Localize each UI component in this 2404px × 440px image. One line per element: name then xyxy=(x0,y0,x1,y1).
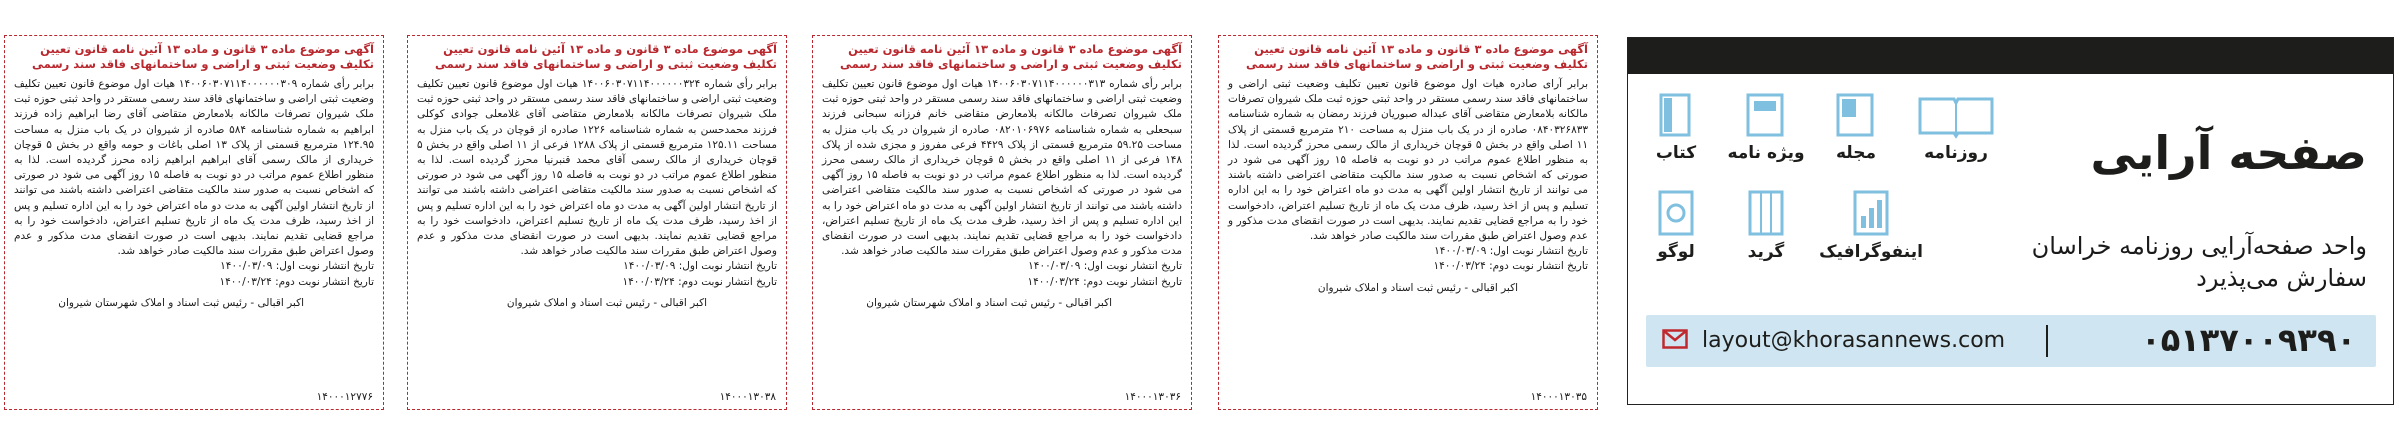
notice-code: ۱۴۰۰۰۱۳۰۳۵ xyxy=(1530,391,1587,403)
notice-signature: اکبر اقبالی - رئیس ثبت اسناد و املاک شهرستان شیروان xyxy=(14,296,374,311)
notice-date-second: تاریخ انتشار نوبت دوم: ۱۴۰۰/۰۳/۲۴ xyxy=(1433,260,1588,273)
contact-phone[interactable]: ۰۵۱۳۷۰۰۹۳۹۰ xyxy=(2141,321,2356,359)
infographic-icon xyxy=(1849,188,1893,238)
notice-date-first: تاریخ انتشار نوبت اول: ۱۴۰۰/۰۳/۰۹ xyxy=(220,260,374,273)
legal-notice-1 xyxy=(1218,35,1598,410)
notice-office: رئیس ثبت اسناد و املاک شهرستان شیروان xyxy=(58,296,248,309)
notice-body: برابر رأی شماره ۱۴۰۰۶۰۳۰۷۱۱۴۰۰۰۰۰۰۳۱۳ هیات اول موضوع قانون تعیین تکلیف وضعیت ثبتی اراضی و ساختمانهای فاقد سند رسمی مستقر در واحد ثبتی حوزه ثبت ملک شیروان تصرفات مالکانه بلامعارض متقاضی خانم فرزانه سبحانی فرزند سبحعلی به شماره شناسنامه ۰۸۲۰۱۰۶۹۷۶ صادره از شیروان در یک باب منزل به مساحت ۵۹.۲۵ مترمربع قسمتی از پلاک ۴۴۲۹ فرعی مفروز و مجزی شده از پلاک ۱۴۸ فرعی از ۱۱ اصلی واقع در بخش ۵ قوچان خریداری از مالک رسمی محرز گردیده است. لذا به منظور اطلاع عموم مراتب در دو نوبت به فاصله ۱۵ روز آگهی می شود در صورتی که اشخاص نسبت به صدور سند مالکیت متقاضی اعتراضی داشته باشند می توانند از تاریخ انتشار اولین آگهی به مدت دو ماه اعتراض خود را به این اداره تسلیم و پس از اخذ رسید، ظرف مدت یک ماه از تاریخ تسلیم اعتراض، دادخواست خود را به مراجع قضایی تقدیم نمایند. بدیهی است در صورت انقضای مدت مذکور و عدم وصول اعتراض طبق مقررات سند مالکیت صادر خواهد شد. xyxy=(822,78,1182,258)
notice-code: ۱۴۰۰۰۱۲۷۷۶ xyxy=(316,391,373,403)
ad-header-bar xyxy=(1628,38,2393,74)
category-special-issue xyxy=(1721,91,1811,163)
logo-icon xyxy=(1654,188,1698,238)
category-logo xyxy=(1631,188,1721,262)
category-book xyxy=(1631,91,1721,163)
ad-tagline: واحد صفحه‌آرایی روزنامه خراسان xyxy=(2031,232,2367,260)
notice-title: آگهی موضوع ماده ۳ قانون و ماده ۱۳ آئین نامه قانون تعیین تکلیف وضعیت ثبتی و اراضی و ساختمانهای فاقد سند رسمی xyxy=(840,42,1182,71)
notice-office: رئیس ثبت اسناد و املاک شهرستان شیروان xyxy=(866,296,1056,309)
notice-body: برابر رأی شماره ۱۴۰۰۶۰۳۰۷۱۱۴۰۰۰۰۰۰۳۲۴ هیات اول موضوع قانون تعیین تکلیف وضعیت ثبتی اراضی و ساختمانهای فاقد سند رسمی مستقر در واحد ثبتی حوزه ثبت ملک شیروان تصرفات مالکانه بلامعارض متقاضی آقای غلامعلی جوادی کوکلی فرزند محمدحسن به شماره شناسنامه ۱۲۲۶ صادره از قوچان در یک باب منزل به مساحت ۱۲۵.۱۱ مترمربع قسمتی از پلاک ۱۲۸۸ فرعی از ۱۱ اصلی واقع در بخش ۵ قوچان خریداری از مالک رسمی آقای محمد قنبرنیا محرز گردیده است. لذا به منظور اطلاع عموم مراتب در دو نوبت به فاصله ۱۵ روز آگهی می شود در صورتی که اشخاص نسبت به صدور سند مالکیت متقاضی اعتراضی داشته باشند می توانند از تاریخ انتشار اولین آگهی به مدت دو ماه اعتراض خود را به این اداره تسلیم و پس از اخذ رسید، ظرف مدت یک ماه از تاریخ تسلیم اعتراض، دادخواست خود را به مراجع قضایی تقدیم نمایند. بدیهی است در صورت انقضای مدت مذکور و عدم وصول اعتراض طبق مقررات سند مالکیت صادر خواهد شد. xyxy=(417,78,778,258)
legal-notice-2 xyxy=(812,35,1192,410)
notice-body: برابر رأی شماره ۱۴۰۰۶۰۳۰۷۱۱۴۰۰۰۰۰۰۳۰۹ هیات اول موضوع قانون تعیین تکلیف وضعیت ثبتی اراضی و ساختمانهای فاقد سند رسمی مستقر در واحد ثبتی حوزه ثبت ملک شیروان تصرفات مالکانه بلامعارض متقاضی آقای رضا ابراهیم زاده فرزند ابراهیم به شماره شناسنامه ۵۸۴ صادره از شیروان در یک باب منزل به مساحت ۱۲۴.۹۵ مترمربع قسمتی از پلاک ۱۳ اصلی باغات و حومه واقع در بخش ۵ قوچان خریداری از مالک رسمی آقای ابراهیم ابراهیم زاده محرز گردیده است. لذا به منظور اطلاع عموم مراتب در دو نوبت به فاصله ۱۵ روز آگهی می شود در صورتی که اشخاص نسبت به صدور سند مالکیت متقاضی اعتراضی داشته باشند می توانند از تاریخ انتشار اولین آگهی به مدت دو ماه اعتراض خود را به این اداره تسلیم و پس از اخذ رسید، ظرف مدت یک ماه از تاریخ تسلیم اعتراض، دادخواست خود را به مراجع قضایی تقدیم نمایند. بدیهی است در صورت انقضای مدت مذکور و عدم وصول اعتراض طبق مقررات سند مالکیت صادر خواهد شد. xyxy=(14,78,375,258)
notice-signer: اکبر اقبالی xyxy=(660,296,707,309)
notice-signature: اکبر اقبالی - رئیس ثبت اسناد و املاک شیروان xyxy=(417,296,777,311)
notice-signature: اکبر اقبالی - رئیس ثبت اسناد و املاک شیروان xyxy=(1228,281,1588,296)
contact-band xyxy=(1646,315,2376,367)
contact-divider xyxy=(2046,325,2048,357)
magazine-icon xyxy=(1834,91,1878,139)
notice-office: رئیس ثبت اسناد و املاک شیروان xyxy=(506,296,651,309)
notice-signer: اکبر اقبالی xyxy=(1065,296,1112,309)
notice-date-first: تاریخ انتشار نوبت اول: ۱۴۰۰/۰۳/۰۹ xyxy=(1434,245,1588,258)
grid-icon xyxy=(1744,188,1788,238)
contact-email[interactable]: layout@khorasannews.com xyxy=(1702,328,2006,353)
legal-notice-3 xyxy=(407,35,787,410)
category-label: لوگو xyxy=(1657,242,1695,262)
notice-date-first: تاریخ انتشار نوبت اول: ۱۴۰۰/۰۳/۰۹ xyxy=(623,260,777,273)
layout-service-ad xyxy=(1627,37,2394,405)
notice-signer: اکبر اقبالی xyxy=(1471,281,1518,294)
category-label: مجله xyxy=(1835,143,1877,163)
notice-code: ۱۴۰۰۰۱۳۰۳۸ xyxy=(719,391,776,403)
newspaper-icon xyxy=(1916,91,1996,139)
category-label: روزنامه xyxy=(1924,143,1988,163)
category-newspaper xyxy=(1901,91,2011,163)
notice-title: آگهی موضوع ماده ۳ قانون و ماده ۱۳ آئین نامه قانون تعیین تکلیف وضعیت ثبتی و اراضی و ساختمانهای فاقد سند رسمی xyxy=(32,42,374,71)
category-label: اینفوگرافیک xyxy=(1819,242,1923,262)
notice-signer: اکبر اقبالی xyxy=(257,296,304,309)
notice-date-second: تاریخ انتشار نوبت دوم: ۱۴۰۰/۰۳/۲۴ xyxy=(219,275,374,288)
notice-date-second: تاریخ انتشار نوبت دوم: ۱۴۰۰/۰۳/۲۴ xyxy=(1027,275,1182,288)
ad-subtagline: سفارش می‌پذیرد xyxy=(2196,264,2367,292)
notice-title: آگهی موضوع ماده ۳ قانون و ماده ۱۳ آئین نامه قانون تعیین تکلیف وضعیت ثبتی و اراضی و ساختمانهای فاقد سند رسمی xyxy=(1246,42,1588,71)
category-label: گرید xyxy=(1747,242,1785,262)
book-icon xyxy=(1658,91,1694,139)
legal-notice-4 xyxy=(4,35,384,410)
category-infographic xyxy=(1811,188,1931,262)
notice-body: برابر آرای صادره هیات اول موضوع قانون تعیین تکلیف وضعیت ثبتی اراضی و ساختمانهای فاقد سند رسمی مستقر در واحد ثبتی حوزه ثبت ملک شیروان تصرفات مالکانه بلامعارض متقاضی آقای عبداله صبوریان فرزند رمضان به شماره شناسنامه ۰۸۴۰۳۲۶۸۳۳ صادره از در یک باب منزل به مساحت ۲۱۰ مترمربع قسمتی از پلاک ۱۱ اصلی واقع در بخش ۵ قوچان خریداری از مالک رسمی محرز گردیده است. لذا به منظور اطلاع عموم مراتب در دو نوبت به فاصله ۱۵ روز آگهی می شود در صورتی که اشخاص نسبت به صدور سند مالکیت متقاضی اعتراضی داشته باشند می توانند از تاریخ انتشار اولین آگهی به مدت دو ماه اعتراض خود را به این اداره تسلیم و پس از اخذ رسید، ظرف مدت یک ماه از تاریخ تسلیم اعتراض، دادخواست خود را به مراجع قضایی تقدیم نمایند. بدیهی است در صورت انقضای مدت مذکور و عدم وصول اعتراض طبق مقررات سند مالکیت صادر خواهد شد. xyxy=(1228,78,1588,243)
category-label: کتاب xyxy=(1655,143,1697,163)
notice-date-first: تاریخ انتشار نوبت اول: ۱۴۰۰/۰۳/۰۹ xyxy=(1028,260,1182,273)
category-grid xyxy=(1721,188,1811,262)
ad-title: صفحه آرایی xyxy=(2090,126,2367,180)
category-magazine xyxy=(1811,91,1901,163)
notice-code: ۱۴۰۰۰۱۳۰۳۶ xyxy=(1124,391,1181,403)
notice-title: آگهی موضوع ماده ۳ قانون و ماده ۱۳ آئین نامه قانون تعیین تکلیف وضعیت ثبتی و اراضی و ساختمانهای فاقد سند رسمی xyxy=(435,42,777,71)
category-label: ویژه نامه xyxy=(1727,143,1805,163)
notice-signature: اکبر اقبالی - رئیس ثبت اسناد و املاک شهرستان شیروان xyxy=(822,296,1182,311)
notice-date-second: تاریخ انتشار نوبت دوم: ۱۴۰۰/۰۳/۲۴ xyxy=(622,275,777,288)
special-issue-icon xyxy=(1744,91,1788,139)
mail-icon xyxy=(1662,329,1688,349)
notice-office: رئیس ثبت اسناد و املاک شیروان xyxy=(1317,281,1462,294)
